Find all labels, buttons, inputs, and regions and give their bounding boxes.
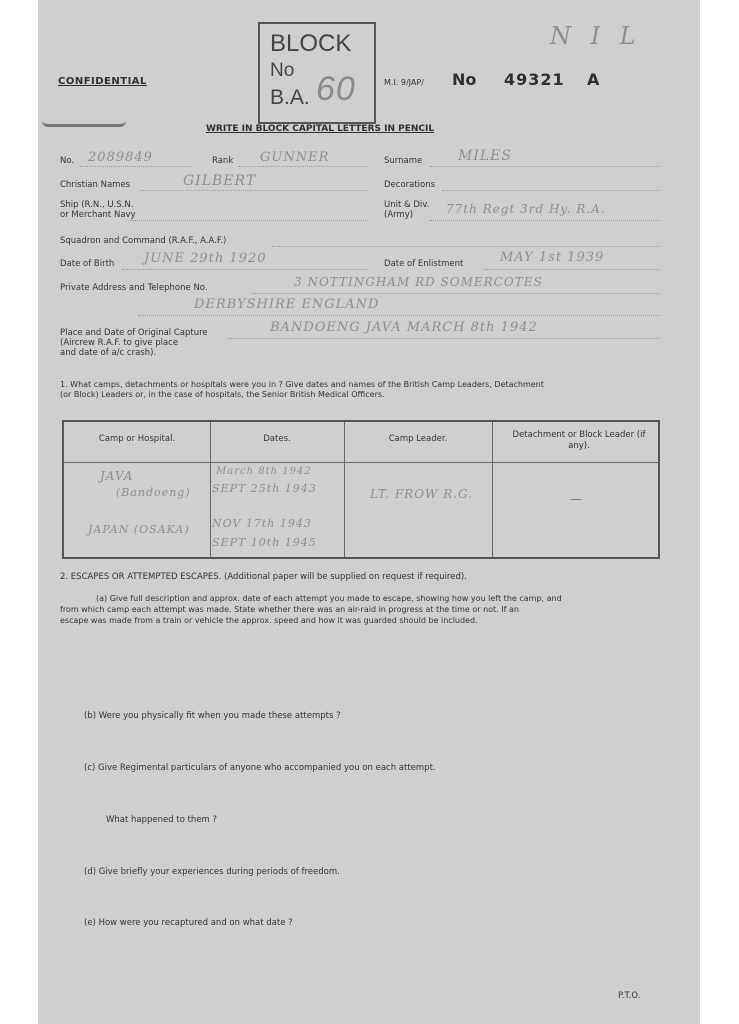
question-2b: (b) Were you physically fit when you made these attempts ? (84, 711, 341, 721)
address-line-1 (252, 293, 660, 294)
unit-line (430, 220, 660, 221)
enlistment-label: Date of Enlistment (384, 259, 464, 269)
surname-value: MILES (458, 148, 512, 164)
unit-label-2: (Army) (384, 210, 414, 220)
no-value: 2089849 (88, 150, 153, 165)
row2-camp: JAPAN (OSAKA) (88, 523, 190, 536)
question-2d: (d) Give briefly your experiences during periods of freedom. (84, 867, 340, 877)
rank-value: GUNNER (260, 150, 330, 165)
table-header-divider (64, 462, 658, 463)
nil-annotation: N I L (550, 22, 642, 50)
question-2e: (e) How were you recaptured and on what date ? (84, 918, 293, 928)
capture-label-3: and date of a/c crash). (60, 348, 157, 358)
question-2a-line-3: escape was made from a train or vehicle the approx. speed and how it was guarded should be included. (60, 616, 478, 625)
question-1-line-1: 1. What camps, detachments or hospitals were you in ? Give dates and names of the British Camp Leaders, Detachment (60, 380, 544, 389)
question-2c: (c) Give Regimental particulars of anyone who accompanied you on each attempt. (84, 763, 436, 773)
camp-leader-value: LT. FROW R.G. (370, 487, 474, 501)
address-line-2 (138, 315, 660, 316)
table-header-detachment: Detachment or Block Leader (if any). (512, 430, 646, 451)
table-header-dates: Dates. (263, 434, 291, 444)
reference-prefix: M.I. 9/JAP/ (384, 78, 424, 87)
capture-label-1: Place and Date of Original Capture (60, 328, 208, 338)
question-2a-line-1: (a) Give full description and approx. date of each attempt you made to escape, showing how you left the camp, and (96, 594, 562, 603)
question-2a-line-2: from which camp each attempt was made. State whether there was an air-raid in progress at the time or not. If an (60, 605, 519, 614)
christian-names-line (140, 190, 368, 191)
rank-label: Rank (212, 156, 234, 166)
ship-line (130, 220, 368, 221)
no-label: No. (60, 156, 75, 166)
question-2-title: 2. ESCAPES OR ATTEMPTED ESCAPES. (Additional paper will be supplied on request if required). (60, 572, 467, 582)
ship-label-1: Ship (R.N., U.S.N. (60, 200, 134, 210)
surname-line (430, 166, 660, 167)
dob-line (122, 269, 368, 270)
stamp-no-text: No (270, 60, 295, 81)
no-line (80, 166, 192, 167)
serial-number: 49321 (504, 70, 565, 89)
capture-value: BANDOENG JAVA MARCH 8th 1942 (270, 320, 538, 335)
rank-line (238, 166, 368, 167)
pto-label: P.T.O. (618, 991, 641, 1001)
stamp-ba-text: B.A. (270, 86, 310, 109)
christian-names-label: Christian Names (60, 180, 131, 190)
address-value-2: DERBYSHIRE ENGLAND (194, 297, 380, 312)
form-page (38, 0, 700, 1024)
camps-table (62, 420, 660, 559)
decorations-label: Decorations (384, 180, 436, 190)
table-header-camp-leader: Camp Leader. (388, 434, 448, 444)
ship-label-2: or Merchant Navy (60, 210, 136, 220)
question-1-line-2: (or Block) Leaders or, in the case of hospitals, the Senior British Medical Officers. (60, 390, 385, 399)
decorations-line (442, 190, 660, 191)
unit-value: 77th Regt 3rd Hy. R.A. (446, 202, 606, 216)
dob-value: JUNE 29th 1920 (144, 251, 267, 266)
stamp-block-text: BLOCK (270, 30, 352, 57)
table-divider (492, 422, 493, 557)
squadron-line (272, 246, 660, 247)
row2-dates-line-2: SEPT 10th 1945 (212, 536, 317, 549)
binder-ring (42, 114, 126, 127)
enlistment-line (484, 269, 660, 270)
row1-camp-line-2: (Bandoeng) (116, 486, 191, 499)
address-label: Private Address and Telephone No. (60, 283, 208, 293)
squadron-label: Squadron and Command (R.A.F., A.A.F.) (60, 236, 227, 246)
christian-names-value: GILBERT (183, 173, 257, 189)
confidential-label: CONFIDENTIAL (58, 76, 147, 87)
detachment-value: — (570, 492, 582, 506)
instruction-heading: WRITE IN BLOCK CAPITAL LETTERS IN PENCIL (206, 124, 435, 134)
dob-label: Date of Birth (60, 259, 115, 269)
row2-dates-line-1: NOV 17th 1943 (212, 517, 312, 530)
serial-suffix: A (587, 70, 600, 89)
surname-label: Surname (384, 156, 423, 166)
number-label: No (452, 70, 477, 89)
capture-line (228, 338, 660, 339)
unit-label-1: Unit & Div. (384, 200, 430, 210)
question-2c-follow: What happened to them ? (106, 815, 218, 825)
stamp-number: 60 (316, 70, 356, 108)
capture-label-2: (Aircrew R.A.F. to give place (60, 338, 179, 348)
block-stamp (258, 22, 376, 124)
row1-dates-line-2: SEPT 25th 1943 (212, 482, 317, 495)
row1-camp-line-1: JAVA (100, 469, 134, 483)
table-header-camp: Camp or Hospital. (98, 434, 176, 444)
row1-dates-line-1: March 8th 1942 (216, 466, 312, 477)
address-value-1: 3 NOTTINGHAM RD SOMERCOTES (294, 275, 543, 289)
enlistment-value: MAY 1st 1939 (500, 250, 605, 265)
